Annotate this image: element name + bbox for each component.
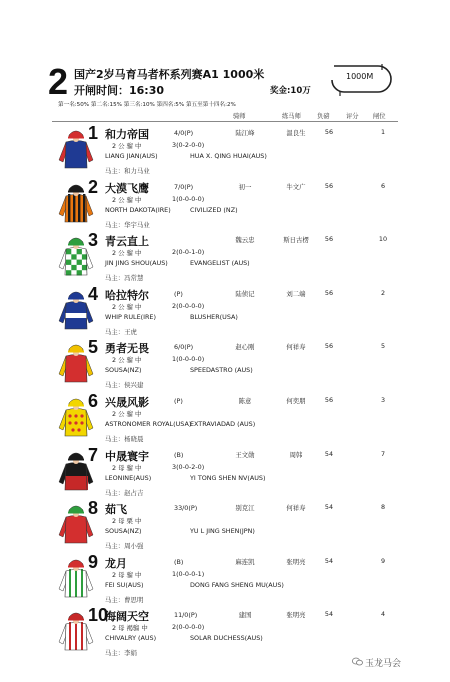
- header-weight: 负磅: [317, 113, 330, 120]
- entry-row: [52, 337, 398, 392]
- barrier-gate: 8: [380, 503, 386, 512]
- horse-name: 勇者无畏: [105, 342, 149, 356]
- horse-owner: 马主：杨晓晨: [105, 435, 144, 443]
- prize-split: 第一名:50% 第二名:15% 第三名:10% 第四名:5% 第五至第十四名:2%: [58, 102, 236, 108]
- carried-weight: 56: [324, 288, 334, 297]
- horse-number: 6: [88, 391, 99, 411]
- horse-owner: 马主：和力马业: [105, 167, 150, 175]
- trainer-name: 何奕朋: [286, 397, 306, 405]
- carried-weight: 56: [324, 128, 334, 136]
- carried-weight: 54: [324, 610, 334, 619]
- horse-name: 大漠飞鹰: [105, 181, 149, 195]
- horse-form: 33/0(P): [174, 504, 198, 513]
- horse-sire: FEI SU(AUS): [105, 580, 144, 589]
- horse-age-sex: 2 公 骝 中: [112, 195, 142, 204]
- entry-row: [52, 283, 398, 339]
- carried-weight: 54: [324, 503, 334, 512]
- carried-weight: 56: [324, 235, 334, 244]
- horse-age-sex: 2 公 骝 中: [112, 302, 142, 311]
- horse-dam: CIVILIZED (NZ): [190, 205, 238, 214]
- horse-dam: DONG FANG SHENG MU(AUS): [190, 580, 284, 589]
- horse-owner: 马主：周小强: [105, 542, 144, 551]
- horse-record: 2(0-0-0-0): [172, 623, 205, 632]
- entry-row: [52, 123, 398, 178]
- jockey-name: 魏云忠: [235, 236, 255, 245]
- barrier-gate: 9: [380, 556, 386, 565]
- horse-owner: 马主：侯兴建: [105, 381, 144, 390]
- horse-name: 哈拉特尔: [105, 288, 149, 302]
- entry-row: [52, 605, 398, 660]
- horse-form: 7/0(P): [174, 182, 194, 191]
- barrier-gate: 4: [380, 610, 386, 619]
- horse-age-sex: 2 母 褐骝 中: [112, 624, 148, 633]
- horse-dam: HUA X. QING HUAI(AUS): [190, 152, 267, 160]
- header-rating: 评分: [346, 113, 359, 120]
- jockey-name: 建国: [238, 611, 252, 620]
- horse-age-sex: 2 公 骝 中: [112, 356, 142, 365]
- race-title: 国产2岁马育马者杯系列赛A1 1000米: [74, 68, 265, 81]
- horse-owner: 马主：曹思明: [105, 595, 144, 604]
- horse-number: 3: [88, 230, 99, 251]
- header-trainer: 练马师: [282, 113, 301, 120]
- horse-record: 1(0-0-0-1): [172, 569, 205, 578]
- horse-record: 3(0-2-0-0): [172, 141, 205, 149]
- horse-sire: WHIP RULE(IRE): [105, 312, 156, 321]
- carried-weight: 56: [324, 181, 334, 190]
- horse-form: 11/0(P): [174, 611, 198, 620]
- horse-owner: 马主：冯常慧: [105, 274, 144, 283]
- entry-row: [52, 391, 398, 446]
- horse-name: 兴晟风影: [105, 396, 149, 409]
- jockey-name: 麻连凯: [235, 557, 255, 566]
- horse-sire: JIN JING SHOU(AUS): [105, 259, 168, 268]
- horse-number: 2: [88, 176, 99, 197]
- horse-form: (B): [174, 450, 184, 459]
- entry-row: [52, 444, 398, 500]
- trainer-name: 何祥寿: [286, 504, 306, 513]
- trainer-name: 刘二端: [286, 289, 306, 298]
- horse-owner: 马主：王虎: [105, 327, 137, 336]
- horse-number: 9: [88, 551, 99, 572]
- horse-name: 海阔天空: [105, 610, 149, 624]
- horse-form: (P): [174, 289, 183, 298]
- carried-weight: 54: [324, 449, 334, 458]
- horse-dam: YU L JING SHEN(JPN): [190, 527, 255, 536]
- trainer-name: 温良生: [286, 129, 306, 137]
- jockey-name: 初一: [238, 182, 252, 191]
- horse-owner: 马主：华宇马业: [105, 220, 150, 229]
- jockey-name: 陆侦记: [235, 289, 255, 298]
- horse-dam: SPEEDASTRO (AUS): [190, 366, 253, 375]
- horse-number: 8: [88, 498, 99, 519]
- horse-sire: SOUSA(NZ): [105, 366, 142, 375]
- barrier-gate: 1: [380, 128, 386, 136]
- race-prize: 奖金:10万: [270, 86, 311, 96]
- trainer-name: 何祥寿: [286, 343, 306, 352]
- horse-name: 青云直上: [105, 235, 149, 249]
- entry-row: [52, 498, 398, 553]
- horse-record: 1(0-0-0-0): [172, 355, 205, 364]
- horse-sire: CHIVALRY (AUS): [105, 634, 157, 643]
- horse-dam: EXTRAVIADAD (AUS): [190, 420, 256, 428]
- horse-age-sex: 2 母 骝 中: [112, 463, 142, 472]
- horse-dam: BLUSHER(USA): [190, 312, 238, 321]
- race-number: 2: [48, 61, 69, 102]
- horse-sire: LEONINE(AUS): [105, 473, 152, 482]
- horse-name: 中晟寰宇: [105, 449, 149, 463]
- horse-dam: SOLAR DUCHESS(AUS): [190, 634, 263, 643]
- horse-form: 4/0(P): [174, 129, 194, 137]
- carried-weight: 54: [324, 556, 334, 565]
- jockey-name: 陈意: [238, 397, 252, 405]
- header-divider: [52, 121, 398, 122]
- horse-form: (B): [174, 557, 184, 566]
- entry-row: [52, 551, 398, 607]
- horse-age-sex: 2 母 栗 中: [112, 517, 142, 526]
- barrier-gate: 10: [378, 235, 388, 244]
- horse-name: 茹飞: [105, 503, 127, 517]
- entry-row: [52, 230, 398, 285]
- carried-weight: 56: [324, 342, 334, 351]
- horse-dam: EVANGELIST (AUS): [190, 259, 250, 268]
- carried-weight: 56: [324, 396, 334, 404]
- horse-age-sex: 2 公 骝 中: [112, 410, 142, 418]
- horse-number: 7: [88, 444, 99, 465]
- watermark: 玉龙马会: [365, 659, 402, 669]
- horse-name: 龙月: [105, 556, 127, 570]
- horse-age-sex: 2 公 骝 中: [112, 249, 142, 258]
- trainer-name: 张明亮: [286, 611, 306, 620]
- horse-name: 和力帝国: [105, 128, 149, 141]
- horse-sire: SOUSA(NZ): [105, 527, 142, 536]
- barrier-gate: 5: [380, 342, 386, 351]
- horse-owner: 马主：赵占吉: [105, 488, 144, 497]
- barrier-gate: 7: [380, 449, 386, 458]
- trainer-name: 牛文广: [286, 182, 306, 191]
- horse-age-sex: 2 母 骝 中: [112, 570, 142, 579]
- wechat-icon: [352, 657, 363, 666]
- barrier-gate: 6: [380, 181, 386, 190]
- trainer-name: 张明亮: [286, 557, 306, 566]
- header-jockey: 骑师: [233, 113, 246, 120]
- jockey-name: 别克江: [235, 504, 255, 513]
- horse-number: 4: [88, 283, 99, 304]
- entry-row: [52, 176, 398, 232]
- horse-owner: 马主：李娟: [105, 649, 137, 658]
- horse-sire: ASTRONOMER ROYAL(USA): [105, 420, 192, 428]
- jockey-name: 陆江峰: [235, 129, 255, 137]
- barrier-gate: 2: [380, 288, 386, 297]
- horse-sire: LIANG JIAN(AUS): [105, 152, 158, 160]
- horse-record: 3(0-0-2-0): [172, 462, 205, 471]
- trainer-name: 斯日古楞: [283, 236, 309, 245]
- horse-number: 5: [88, 337, 99, 358]
- horse-number: 1: [88, 123, 99, 143]
- horse-sire: NORTH DAKOTA(IRE): [105, 205, 171, 214]
- track-distance-label: 1000M: [346, 72, 374, 81]
- header-gate: 闸位: [373, 113, 386, 120]
- horse-age-sex: 2 公 骝 中: [112, 142, 142, 150]
- jockey-name: 王文勋: [235, 450, 255, 459]
- horse-record: 2(0-0-1-0): [172, 248, 205, 257]
- barrier-gate: 3: [380, 396, 386, 404]
- horse-record: 1(0-0-0-0): [172, 194, 205, 203]
- horse-record: 2(0-0-0-0): [172, 301, 205, 310]
- race-start-time: 开闸时间：16:30: [74, 84, 165, 97]
- horse-dam: YI TONG SHEN NV(AUS): [190, 473, 266, 482]
- horse-number: 10: [88, 605, 109, 626]
- horse-form: (P): [174, 397, 183, 405]
- trainer-name: 周韩: [289, 450, 303, 459]
- jockey-name: 赵心刚: [235, 343, 255, 352]
- horse-form: 6/0(P): [174, 343, 194, 352]
